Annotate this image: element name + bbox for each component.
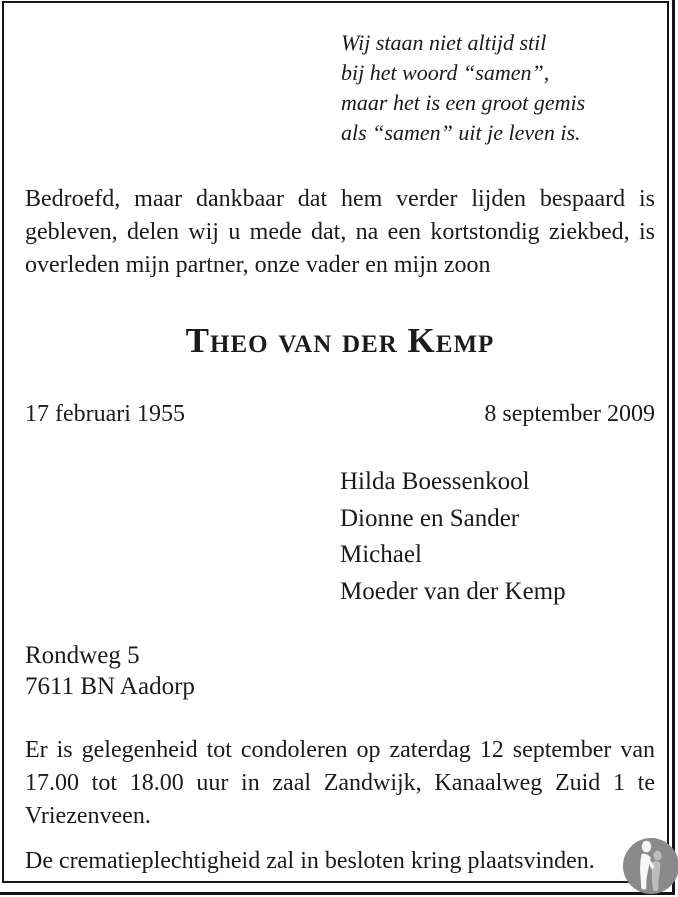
relative-name: Hilda Boessenkool: [340, 468, 530, 495]
poem-line: als “samen” uit je leven is.: [341, 120, 581, 145]
deceased-name: Theo van der Kemp: [185, 321, 495, 360]
memorial-poem: [341, 28, 655, 148]
poem-line: Wij staan niet altijd stil: [341, 30, 547, 55]
relative-name: Moeder van der Kemp: [340, 577, 566, 605]
obituary-content: [4, 3, 667, 881]
announcement-text: Bedroefd, maar dankbaar dat hem verder lijden bespaard is gebleven, delen wij u mede dat, na een kortstondig ziekbed, is overleden mijn partner, onze vader en mijn zoon: [25, 186, 655, 278]
death-date: 8 september 2009: [484, 401, 655, 427]
address-street: Rondweg 5: [25, 642, 140, 669]
closing-text: De crematieplechtigheid zal in besloten kring plaatsvinden.: [25, 848, 595, 874]
poem-line: bij het woord “samen”,: [341, 60, 550, 85]
poem-line: maar het is een groot gemis: [341, 90, 586, 115]
relative-name: Michael: [340, 541, 422, 568]
condolence-info: Er is gelegenheid tot condoleren op zaterdag 12 september van 17.00 tot 18.00 uur in zaal Zandwijk, Kanaalweg Zuid 1 te Vriezenveen.: [25, 737, 655, 829]
funeral-home-logo-icon: [622, 837, 678, 895]
address-block: [25, 640, 655, 702]
life-dates: [25, 398, 655, 431]
relatives-list: [340, 464, 655, 610]
address-postal-city: 7611 BN Aadorp: [25, 673, 195, 700]
birth-date: 17 februari 1955: [25, 401, 185, 427]
relative-name: Dionne en Sander: [340, 504, 520, 532]
